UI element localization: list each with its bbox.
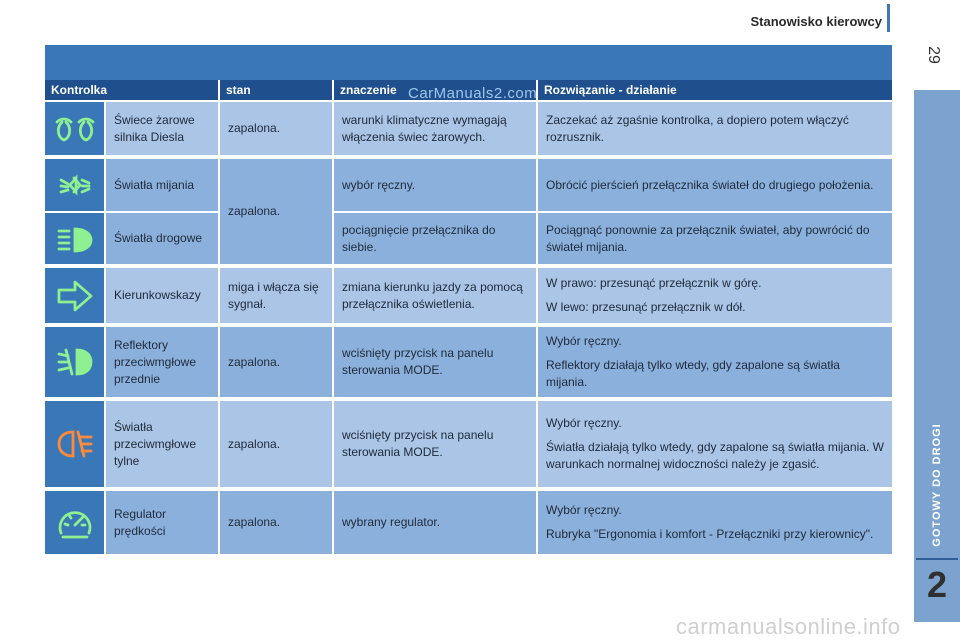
rear-foglamp-icon [45,401,104,487]
chapter-rule [916,558,958,560]
list-item: W prawo: przesunąć przełącznik w górę. W lewo: przesunąć przełącznik w dół. [538,268,892,323]
list-item: miga i włącza się sygnał. [220,268,332,323]
list-item: Światła przeciwmgłowe tylne [106,401,218,487]
list-item: Regulator prędkości [106,491,218,554]
column-header-rozwiazanie: Rozwiązanie - działanie [538,80,892,100]
dipped-beam-icon [45,159,104,211]
speed-limiter-icon [45,491,104,554]
list-item: Wybór ręczny. Reflektory działają tylko wtedy, gdy zapalone są światła mijania. [538,327,892,397]
watermark-carmanualsonline: carmanualsonline.info [676,614,901,639]
page-number: 29 [925,46,942,64]
list-item: zmiana kierunku jazdy za pomocą przełącznika oświetlenia. [334,268,536,323]
list-item: pociągnięcie przełącznika do siebie. [334,213,536,264]
list-item: zapalona. [220,491,332,554]
list-item: Reflektory przeciwmgłowe przednie [106,327,218,397]
glow-plug-icon [45,102,104,155]
list-item: Kierunkowskazy [106,268,218,323]
list-item: Zaczekać aż zgaśnie kontrolka, a dopiero potem włączyć rozrusznik. [538,102,892,155]
list-item: zapalona. [220,159,332,264]
list-item: Wybór ręczny. Rubryka "Ergonomia i komfort - Przełączniki przy kierownicy". [538,491,892,554]
list-item: wciśnięty przycisk na panelu sterowania MODE. [334,401,536,487]
list-item: wybór ręczny. [334,159,536,211]
column-header-kontrolka: Kontrolka [45,80,218,100]
list-item: zapalona. [220,401,332,487]
main-beam-icon [45,213,104,264]
front-foglamp-icon [45,327,104,397]
list-item: warunki klimatyczne wymagają włączenia świec żarowych. [334,102,536,155]
list-item: Świece żarowe silnika Diesla [106,102,218,155]
header-rule [887,4,890,32]
list-item: wciśnięty przycisk na panelu sterowania MODE. [334,327,536,397]
table-header-band [45,45,892,80]
list-item: Światła mijania [106,159,218,211]
list-item: wybrany regulator. [334,491,536,554]
list-item: Światła drogowe [106,213,218,264]
list-item: Wybór ręczny. Światła działają tylko wtedy, gdy zapalone są światła mijania. W warunkach normalnej widoczności należy je zgasić. [538,401,892,487]
section-title: Stanowisko kierowcy [750,14,882,29]
list-item: Pociągnąć ponownie za przełącznik świateł, aby powrócić do świateł mijania. [538,213,892,264]
chapter-label: GOTOWY DO DROGI [931,423,943,547]
column-header-stan: stan [220,80,332,100]
direction-indicator-icon [45,268,104,323]
column-header-znaczenie: znaczenie [334,80,536,100]
watermark-carmanuals: CarManuals2.com [408,85,538,102]
list-item: zapalona. [220,327,332,397]
list-item: Obrócić pierścień przełącznika świateł do drugiego położenia. [538,159,892,211]
chapter-number: 2 [926,564,948,605]
list-item: zapalona. [220,102,332,155]
